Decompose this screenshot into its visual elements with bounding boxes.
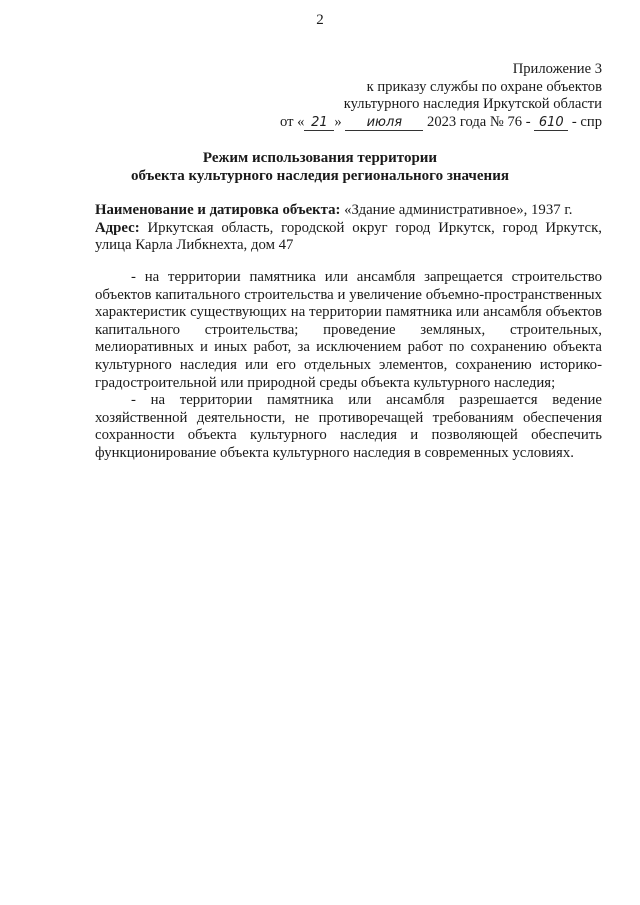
appendix-line-2: к приказу службы по охране объектов: [366, 78, 602, 95]
handwritten-order-number: 610: [534, 115, 568, 131]
paragraph-permissions: - на территории памятника или ансамбля разрешается ведение хозяйственной деятельности, не противоречащей требованиям обеспечения сохранности объекта культурного наследия и позволяющей обеспечить функционирование объекта культурного наследия в современных условиях.: [95, 392, 602, 461]
regime-text: [95, 269, 602, 463]
title-line-1: Режим использования территории: [202, 150, 438, 166]
appendix-date-line: [280, 114, 602, 132]
object-address-row: [95, 220, 602, 255]
document-title: [0, 149, 640, 185]
object-info: [95, 202, 602, 255]
object-address-value: Иркутская область, городской округ город Иркутск, город Иркутск, улица Карла Либкнехта, дом 47: [95, 219, 602, 254]
object-name-row: [95, 202, 602, 220]
date-day-suffix: »: [334, 113, 342, 130]
title-line-2: объекта культурного наследия регионального значения: [131, 168, 509, 184]
object-name-value: «Здание административное», 1937 г.: [344, 202, 573, 218]
object-address-label: Адрес:: [95, 219, 140, 236]
date-prefix: от «: [279, 113, 305, 130]
date-year-text: 2023 года № 76 -: [427, 113, 531, 130]
appendix-line-3: культурного наследия Иркутской области: [343, 96, 602, 112]
appendix-header: [280, 61, 602, 131]
appendix-line-1: Приложение 3: [512, 61, 602, 77]
page-number: 2: [316, 12, 324, 28]
handwritten-day: 21: [304, 115, 334, 131]
object-name-label: Наименование и датировка объекта:: [95, 202, 341, 218]
handwritten-month: июля: [345, 115, 423, 131]
order-number-suffix: - спр: [571, 113, 602, 130]
paragraph-prohibitions: - на территории памятника или ансамбля запрещается строительство объектов капитального строительства и увеличение объемно-пространственных характеристик существующих на территории памятника или ансамбля объектов капитального строительства; проведение земляных, строительных, мелиоративных и иных работ, за исключением работ по сохранению объекта культурного наследия или его отдельных элементов, сохранению историко-градостроительной или природной среды объекта культурного наследия;: [95, 269, 602, 391]
